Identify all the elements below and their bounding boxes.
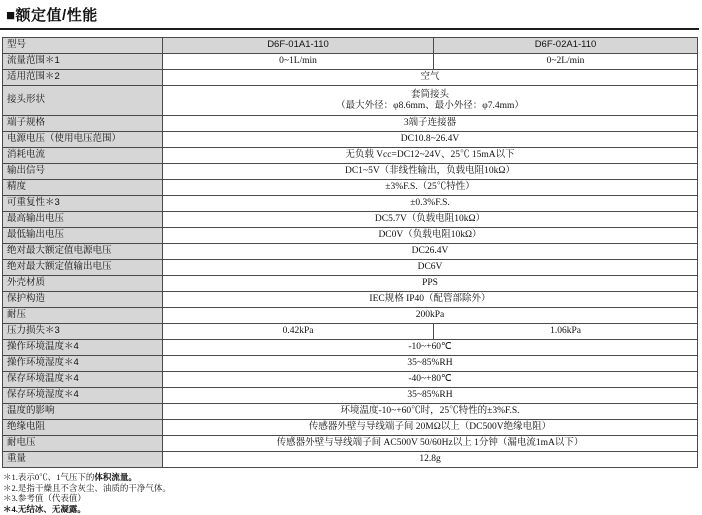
row-label: 操作环境湿度＊4 <box>3 356 163 372</box>
table-row <box>3 340 698 356</box>
row-value: 无负载 Vcc=DC12~24V、25℃ 15mA以下 <box>163 148 698 164</box>
row-value: 35~85%RH <box>163 356 698 372</box>
footnote-1-bold: 体积流量。 <box>94 472 137 482</box>
table-row <box>3 54 698 70</box>
row-label: 最低输出电压 <box>3 228 163 244</box>
table-row <box>3 86 698 116</box>
row-label: 保护构造 <box>3 292 163 308</box>
row-value: DC26.4V <box>163 244 698 260</box>
row-label: 保存环境湿度＊4 <box>3 388 163 404</box>
row-value: 传感器外壁与导线端子间 20MΩ以上（DC500V绝缘电阻） <box>163 420 698 436</box>
row-label: 外壳材质 <box>3 276 163 292</box>
row-label: 输出信号 <box>3 164 163 180</box>
row-label: 耐压 <box>3 308 163 324</box>
row-value: DC5.7V（负载电阻10kΩ） <box>163 212 698 228</box>
row-value: 12.8g <box>163 452 698 468</box>
row-label: 重量 <box>3 452 163 468</box>
row-value: IEC规格 IP40（配管部除外） <box>163 292 698 308</box>
table-row <box>3 420 698 436</box>
table-row <box>3 212 698 228</box>
row-value: 3端子连接器 <box>163 116 698 132</box>
spec-table <box>2 37 698 468</box>
row-label: 适用范围＊2 <box>3 70 163 86</box>
table-row <box>3 70 698 86</box>
table-row <box>3 388 698 404</box>
table-row <box>3 404 698 420</box>
row-label: 消耗电流 <box>3 148 163 164</box>
model-2: D6F-02A1-110 <box>434 38 698 54</box>
row-value: DC0V（负载电阻10kΩ） <box>163 228 698 244</box>
footnote-4: ＊4.无结冰、无凝露。 <box>3 503 86 514</box>
table-row <box>3 276 698 292</box>
row-label: 绝对最大额定值电源电压 <box>3 244 163 260</box>
row-label: 精度 <box>3 180 163 196</box>
table-header-row <box>3 38 698 54</box>
row-label: 耐电压 <box>3 436 163 452</box>
row-value: 35~85%RH <box>163 388 698 404</box>
row-value-line1: 套筒接头 <box>410 89 449 100</box>
section-header <box>0 0 699 30</box>
footnotes <box>3 472 702 515</box>
row-value: 0~1L/min <box>163 54 434 70</box>
footnote-3: ＊3.参考值（代表值） <box>3 493 86 504</box>
table-row <box>3 164 698 180</box>
table-row <box>3 452 698 468</box>
table-row <box>3 356 698 372</box>
row-label: 接头形状 <box>3 86 163 116</box>
row-label: 端子规格 <box>3 116 163 132</box>
section-title: ■额定值/性能 <box>6 7 98 24</box>
table-row <box>3 244 698 260</box>
row-value: 传感器外壁与导线端子间 AC500V 50/60Hz以上 1分钟（漏电流1mA以下） <box>163 436 698 452</box>
row-label: 流量范围＊1 <box>3 54 163 70</box>
row-label: 操作环境温度＊4 <box>3 340 163 356</box>
table-row <box>3 372 698 388</box>
row-value: DC1~5V（非线性输出，负载电阻10kΩ） <box>163 164 698 180</box>
row-label: 最高输出电压 <box>3 212 163 228</box>
table-row <box>3 228 698 244</box>
header-label: 型号 <box>3 38 163 54</box>
row-label: 绝缘电阻 <box>3 420 163 436</box>
row-label: 保存环境温度＊4 <box>3 372 163 388</box>
row-value-line2: （最大外径：φ8.6mm、最小外径：φ7.4mm） <box>336 100 524 111</box>
table-row <box>3 324 698 340</box>
table-row <box>3 148 698 164</box>
row-value: 0~2L/min <box>434 54 698 70</box>
row-value: DC10.8~26.4V <box>163 132 698 148</box>
row-value: DC6V <box>163 260 698 276</box>
table-row <box>3 436 698 452</box>
table-row <box>3 308 698 324</box>
row-value: PPS <box>163 276 698 292</box>
row-value: 环境温度-10~+60℃时，25℃特性的±3%F.S. <box>163 404 698 420</box>
row-value: 空气 <box>163 70 698 86</box>
table-row <box>3 180 698 196</box>
row-value: -10~+60℃ <box>163 340 698 356</box>
footnote-1 <box>3 472 702 483</box>
table-row <box>3 292 698 308</box>
table-row <box>3 132 698 148</box>
row-value: 1.06kPa <box>434 324 698 340</box>
row-label: 电源电压（使用电压范围） <box>3 132 163 148</box>
table-row <box>3 116 698 132</box>
row-value: ±0.3%F.S. <box>163 196 698 212</box>
row-value: 200kPa <box>163 308 698 324</box>
footnote-1-text: ＊1.表示0℃、1气压下的 <box>3 472 95 482</box>
footnote-2: ＊2.是指干燥且不含灰尘、油质的干净气体。 <box>3 482 171 493</box>
row-label: 可重复性＊3 <box>3 196 163 212</box>
table-row <box>3 260 698 276</box>
row-value: 0.42kPa <box>163 324 434 340</box>
row-label: 温度的影响 <box>3 404 163 420</box>
row-value <box>163 86 698 116</box>
model-1: D6F-01A1-110 <box>163 38 434 54</box>
table-row <box>3 196 698 212</box>
row-label: 绝对最大额定值输出电压 <box>3 260 163 276</box>
row-value: ±3%F.S.（25℃特性） <box>163 180 698 196</box>
row-label: 压力损失＊3 <box>3 324 163 340</box>
row-value: -40~+80℃ <box>163 372 698 388</box>
